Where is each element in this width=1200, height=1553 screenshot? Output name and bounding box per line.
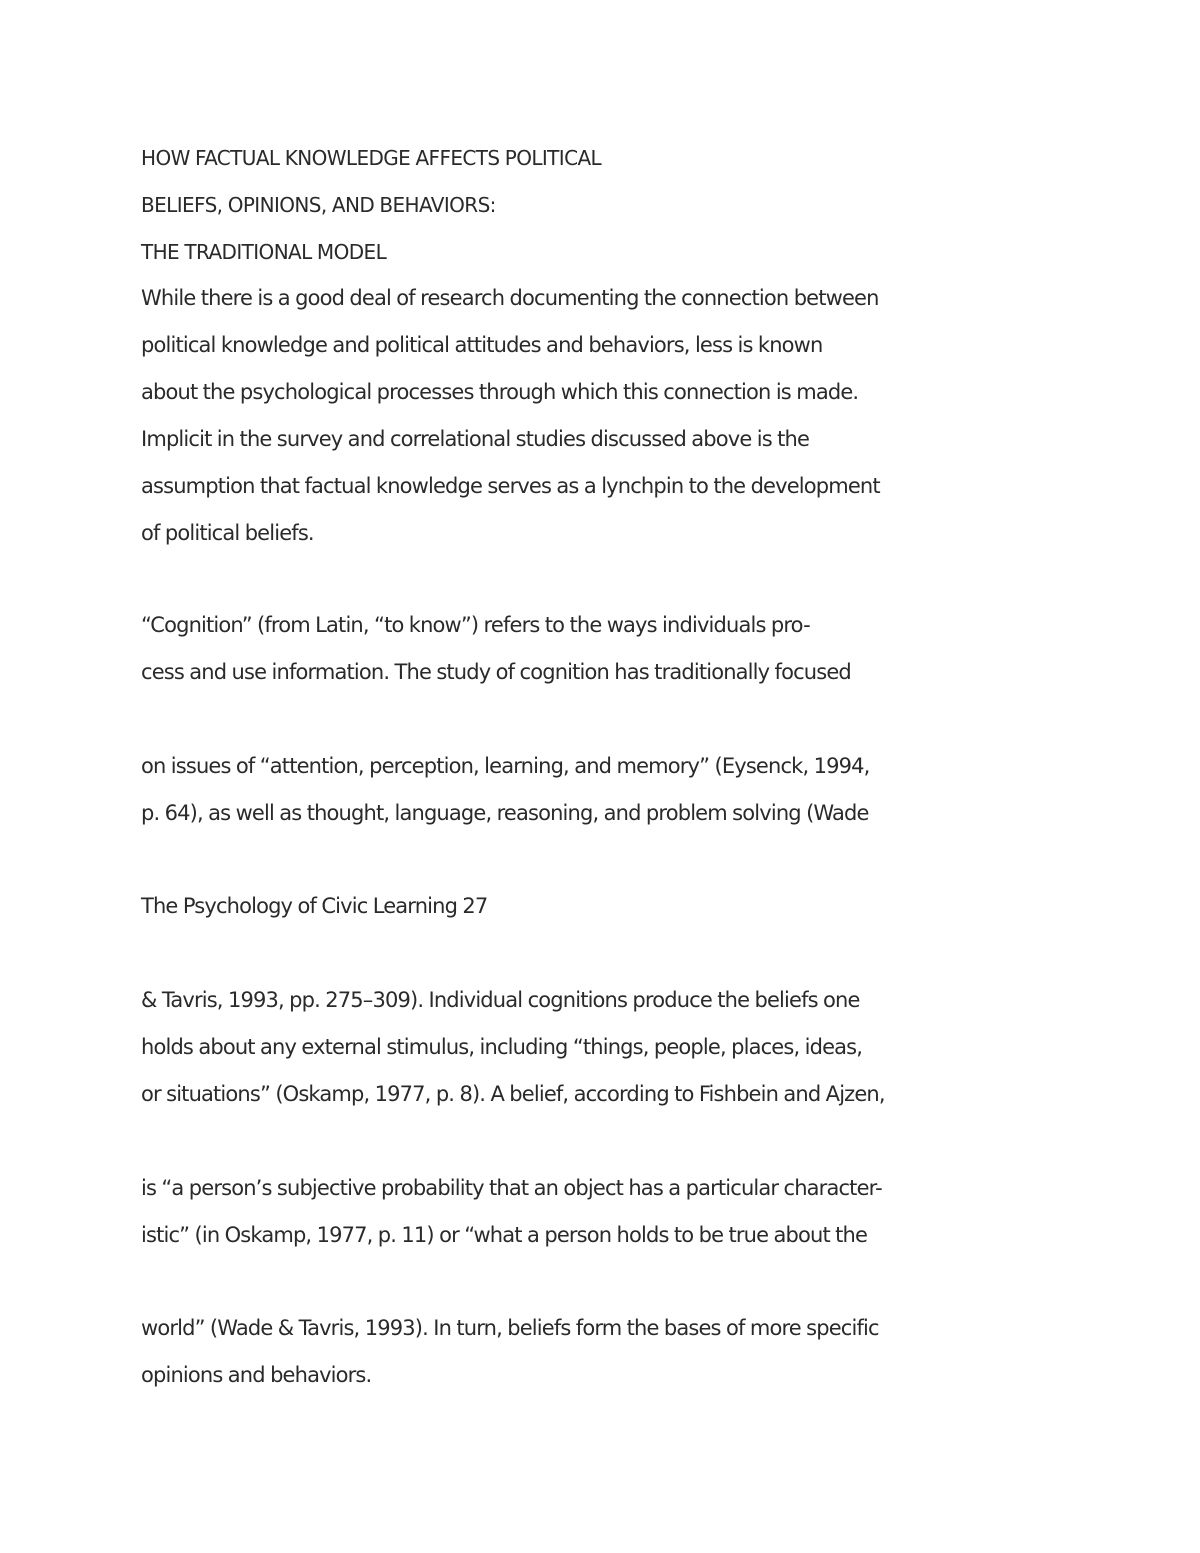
heading-line-2: BELIEFS, OPINIONS, AND BEHAVIORS: (141, 193, 496, 217)
paragraph1-line-3: about the psychological processes through which this connection is made. (141, 380, 859, 404)
paragraph2-line-1: “Cognition” (from Latin, “to know”) refers to the ways individuals pro- (141, 613, 810, 637)
paragraph1-line-2: political knowledge and political attitudes and behaviors, less is known (141, 333, 823, 357)
paragraph3-line-5: istic” (in Oskamp, 1977, p. 11) or “what a person holds to be true about the (141, 1223, 868, 1247)
heading-line-1: HOW FACTUAL KNOWLEDGE AFFECTS POLITICAL (141, 146, 602, 170)
paragraph1-line-5: assumption that factual knowledge serves as a lynchpin to the development (141, 474, 880, 498)
paragraph3-line-1: & Tavris, 1993, pp. 275–309). Individual cognitions produce the beliefs one (141, 988, 860, 1012)
paragraph3-line-2: holds about any external stimulus, including “things, people, places, ideas, (141, 1035, 863, 1059)
paragraph2-line-2: cess and use information. The study of cognition has traditionally focused (141, 660, 851, 684)
paragraph1-line-4: Implicit in the survey and correlational studies discussed above is the (141, 427, 810, 451)
heading-line-3: THE TRADITIONAL MODEL (141, 240, 387, 264)
paragraph1-line-1: While there is a good deal of research documenting the connection between (141, 286, 879, 310)
paragraph3-line-4: is “a person’s subjective probability that an object has a particular character- (141, 1176, 882, 1200)
paragraph1-line-6: of political beliefs. (141, 521, 314, 545)
running-header: The Psychology of Civic Learning 27 (141, 894, 488, 918)
paragraph3-line-6: world” (Wade & Tavris, 1993). In turn, beliefs form the bases of more specific (141, 1316, 879, 1340)
paragraph2-line-4: p. 64), as well as thought, language, reasoning, and problem solving (Wade (141, 801, 869, 825)
paragraph3-line-3: or situations” (Oskamp, 1977, p. 8). A belief, according to Fishbein and Ajzen, (141, 1082, 885, 1106)
paragraph3-line-7: opinions and behaviors. (141, 1363, 372, 1387)
paragraph2-line-3: on issues of “attention, perception, learning, and memory” (Eysenck, 1994, (141, 754, 870, 778)
